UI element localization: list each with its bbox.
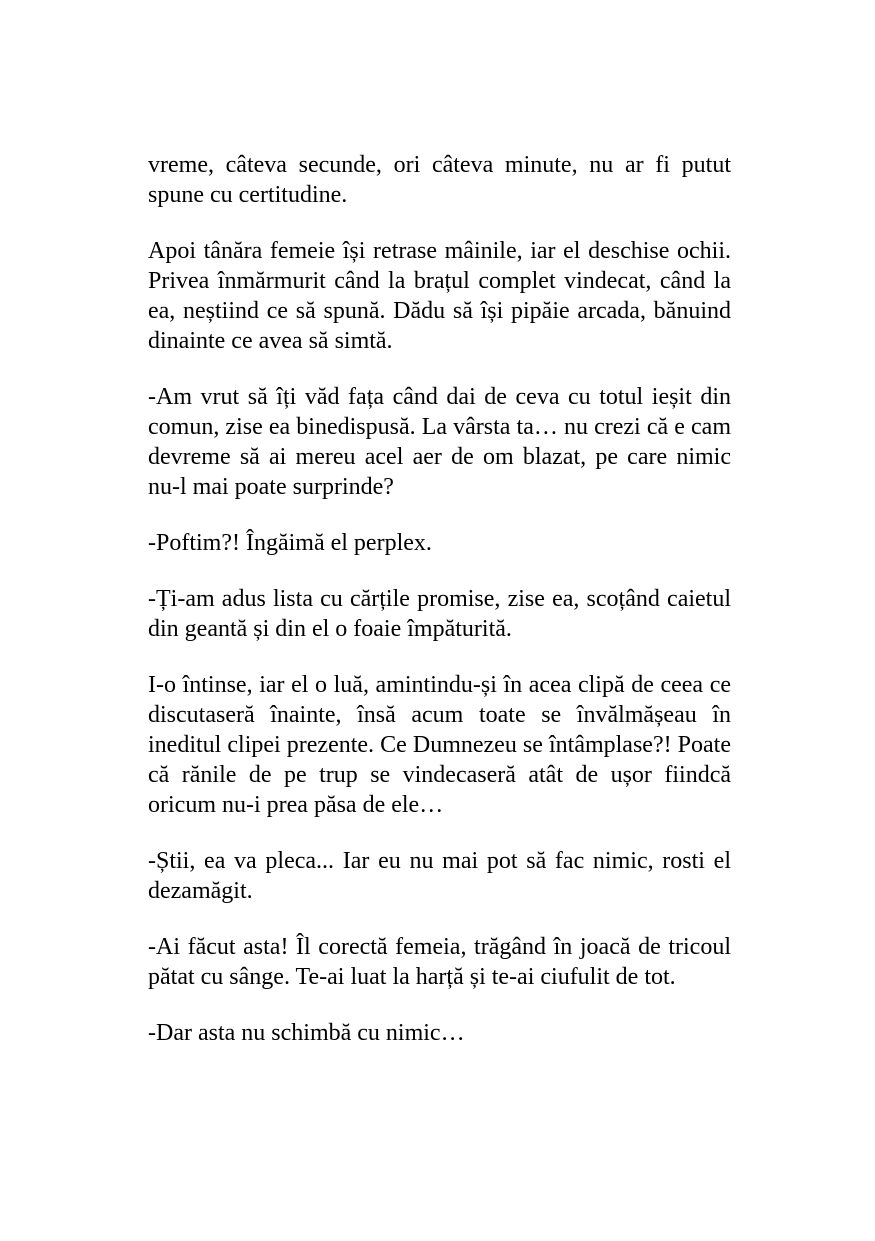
paragraph: -Dar asta nu schimbă cu nimic… <box>148 1020 465 1046</box>
paragraph: I-o întinse, iar el o luă, amintindu-și în acea clipă de ceea ce discutaseră înainte, însă acum toate se învălmășeau în ineditul clipei prezente. Ce Dumnezeu se întâmplase?! Poate că rănile de pe trup se vindecaseră atât de ușor fiindcă oricum nu-i prea păsa de ele… <box>148 672 731 818</box>
paragraph: Apoi tânăra femeie își retrase mâinile, iar el deschise ochii. Privea înmărmurit când la brațul complet vindecat, când la ea, neștiind ce să spună. Dădu să își pipăie arcada, bănuind dinainte ce avea să simtă. <box>148 238 731 354</box>
paragraph: -Poftim?! Îngăimă el perplex. <box>148 530 432 556</box>
paragraph: -Știi, ea va pleca... Iar eu nu mai pot să fac nimic, rosti el dezamăgit. <box>148 848 731 904</box>
paragraph: vreme, câteva secunde, ori câteva minute, nu ar fi putut spune cu certitudine. <box>148 152 731 208</box>
text-block <box>148 150 731 1048</box>
paragraph: -Ai făcut asta! Îl corectă femeia, trăgând în joacă de tricoul pătat cu sânge. Te-ai luat la harță și te-ai ciufulit de tot. <box>148 934 731 990</box>
paragraph: -Ți-am adus lista cu cărțile promise, zise ea, scoțând caietul din geantă și din el o foaie împăturită. <box>148 586 731 642</box>
paragraph: -Am vrut să îți văd fața când dai de ceva cu totul ieșit din comun, zise ea binedispusă. La vârsta ta… nu crezi că e cam devreme să ai mereu acel aer de om blazat, pe care nimic nu-l mai poate surprinde? <box>148 384 731 500</box>
